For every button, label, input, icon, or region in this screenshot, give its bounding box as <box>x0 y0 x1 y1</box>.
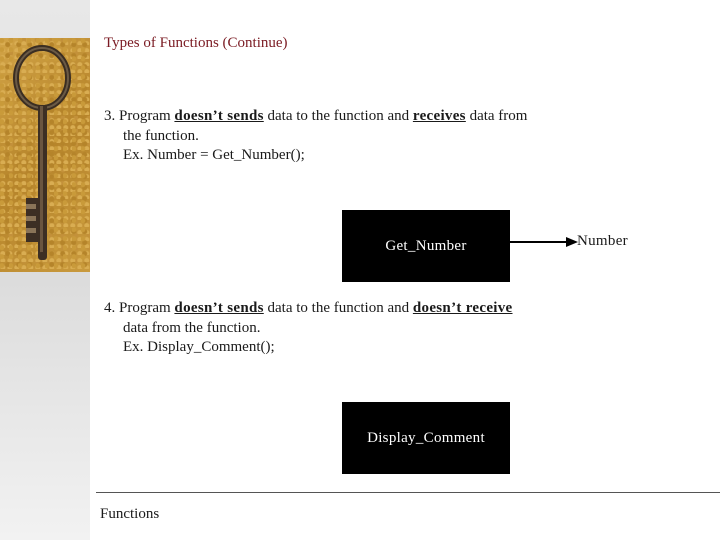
slide-title: Types of Functions (Continue) <box>104 35 288 51</box>
right-arrow-icon <box>510 234 580 250</box>
item-4-prefix: 4. Program <box>104 300 175 316</box>
item-3-example: Ex. Number = Get_Number(); <box>123 147 305 163</box>
item-4-mid: data to the function and <box>263 300 413 316</box>
item-3-emph-1: doesn’t sends <box>174 108 264 124</box>
item-3-emph-2: receives <box>412 108 466 124</box>
item-3-mid: data to the function and <box>263 108 413 124</box>
item-3-line-2: the function. <box>123 127 199 144</box>
get-number-label: Get_Number <box>385 237 467 254</box>
item-3-prefix: 3. Program <box>104 108 175 124</box>
item-3-text <box>104 107 584 166</box>
item-4-emph-1: doesn’t sends <box>174 300 264 316</box>
item-4-text <box>104 299 584 358</box>
footer-text: Functions <box>100 506 160 522</box>
display-comment-box <box>342 402 510 474</box>
return-value-label: Number <box>577 233 628 249</box>
skeleton-key-image <box>0 38 90 272</box>
get-number-box <box>342 210 510 282</box>
item-4-example: Ex. Display_Comment(); <box>123 339 275 355</box>
item-3-suffix: data from <box>465 108 528 124</box>
display-comment-label: Display_Comment <box>367 429 485 446</box>
footer-divider <box>96 492 720 493</box>
item-4-line-2: data from the function. <box>123 319 261 336</box>
item-4-emph-2: doesn’t receive <box>412 300 513 316</box>
